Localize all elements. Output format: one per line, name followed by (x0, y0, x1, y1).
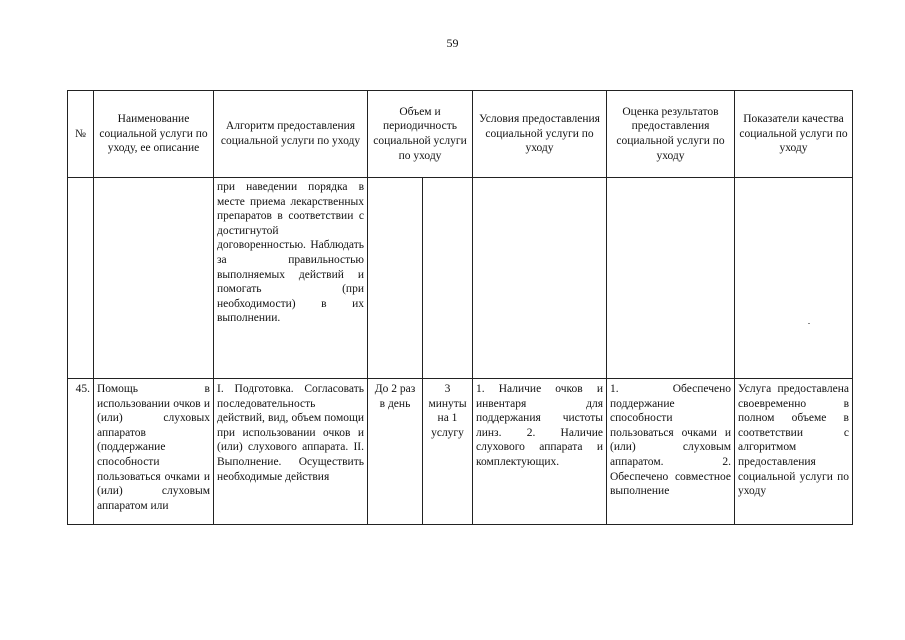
cell-evaluation: 1. Обеспечено поддержание способности пользоваться очками и (или) слуховым аппаратом. 2. Обеспечено совместное выполнение (607, 379, 735, 525)
header-num: № (68, 91, 94, 178)
table-row (68, 379, 853, 525)
cell-duration (423, 178, 473, 379)
services-table (67, 90, 853, 525)
header-quality: Показатели качества социальной услуги по уходу (735, 91, 853, 178)
cell-frequency: До 2 раз в день (368, 379, 423, 525)
cell-evaluation (607, 178, 735, 379)
cell-name: Помощь в использовании очков и (или) слуховых аппаратов (поддержание способности пользоваться очками и (или) слуховым аппаратом или (94, 379, 214, 525)
cell-quality (735, 178, 853, 379)
header-algorithm: Алгоритм предоставления социальной услуги по уходу (214, 91, 368, 178)
cell-algorithm: I. Подготовка. Согласовать последовательность действий, вид, объем помощи при использовании очков и (или) слухового аппарата. II. Выполнение. Осуществить необходимые действия (214, 379, 368, 525)
cell-num: 45. (68, 379, 94, 525)
page-number: 59 (446, 36, 459, 50)
header-row (68, 91, 853, 178)
cell-frequency (368, 178, 423, 379)
cell-quality: Услуга предоставлена своевременно в полном объеме в соответствии с алгоритмом предоставления социальной услуги по уходу (735, 379, 853, 525)
header-evaluation: Оценка результатов предоставления социальной услуги по уходу (607, 91, 735, 178)
services-table-container (67, 90, 852, 525)
cell-conditions: 1. Наличие очков и инвентаря для поддержания чистоты линз. 2. Наличие слухового аппарата и комплектующих. (473, 379, 607, 525)
cell-name (94, 178, 214, 379)
cell-algorithm: при наведении порядка в месте приема лекарственных препаратов в соответствии с достигнутой договоренностью. Наблюдать за правильностью выполняемых действий и помогать (при необходимости) в их выполнении. (214, 178, 368, 379)
header-conditions: Условия предоставления социальной услуги по уходу (473, 91, 607, 178)
cell-duration: 3 минуты на 1 услугу (423, 379, 473, 525)
scan-speck (808, 323, 810, 324)
table-header (68, 91, 853, 178)
header-volume: Объем и периодичность социальной услуги по уходу (368, 91, 473, 178)
table-row (68, 178, 853, 379)
cell-conditions (473, 178, 607, 379)
header-name: Наименование социальной услуги по уходу, ее описание (94, 91, 214, 178)
cell-num (68, 178, 94, 379)
